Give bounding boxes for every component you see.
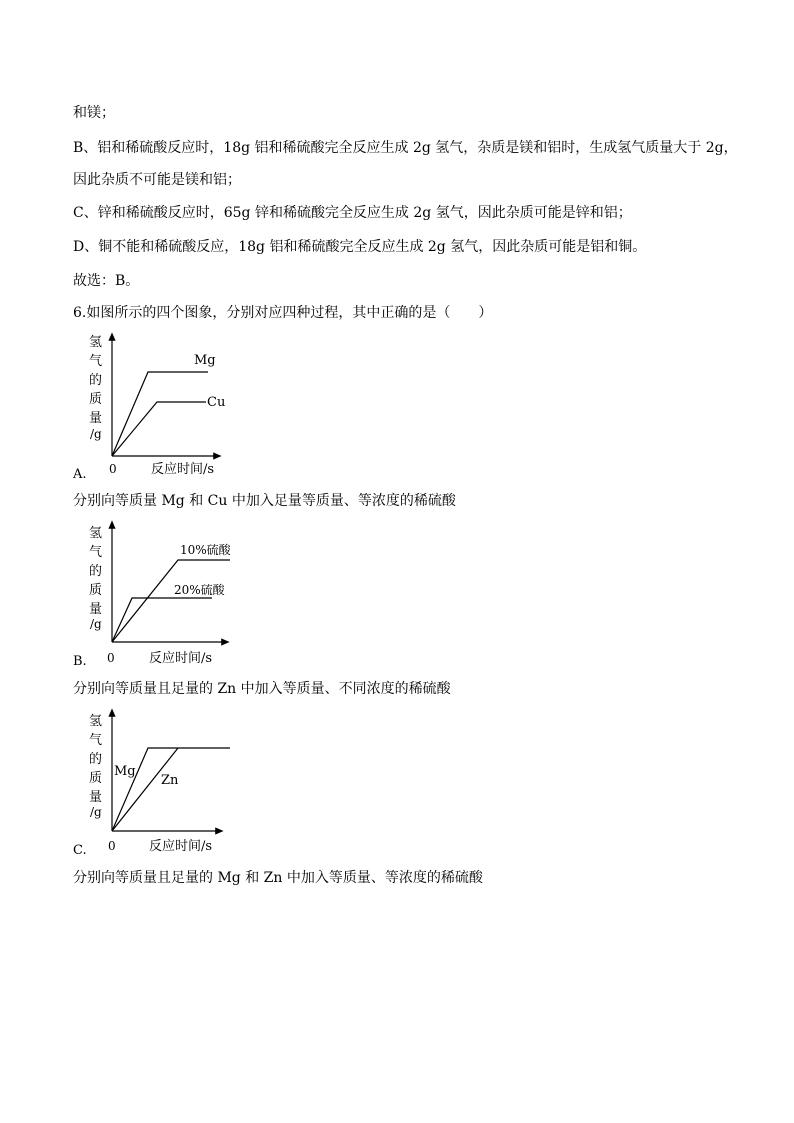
text-line-1: 和镁； bbox=[73, 105, 115, 121]
series-label-10-percent: 10%硫酸 bbox=[180, 543, 231, 557]
graph-option-a bbox=[70, 330, 250, 480]
series-zn-line bbox=[112, 748, 178, 831]
option-a-caption: 分别向等质量 Mg 和 Cu 中加入足量等质量、等浓度的稀硫酸 bbox=[73, 493, 456, 509]
y-axis-label-char: 量 bbox=[89, 790, 103, 805]
option-a-letter: A. bbox=[73, 467, 87, 482]
x-axis-label: 反应时间/s bbox=[151, 462, 215, 477]
text-line-6: 故选：B。 bbox=[73, 273, 140, 289]
series-mg-line bbox=[112, 748, 230, 831]
graph-b-svg bbox=[70, 520, 250, 670]
series-label-mg: Mg bbox=[114, 764, 136, 779]
y-axis-label-char: 气 bbox=[89, 354, 103, 369]
series-label-mg: Mg bbox=[194, 353, 216, 368]
text-line-3: 因此杂质不可能是镁和铝； bbox=[73, 172, 241, 188]
y-axis-label-char: 质 bbox=[89, 583, 103, 598]
text-line-4: C、锌和稀硫酸反应时，65g 锌和稀硫酸完全反应生成 2g 氢气，因此杂质可能是锌和铝； bbox=[73, 205, 632, 221]
series-label-cu: Cu bbox=[207, 395, 226, 410]
graph-option-c bbox=[70, 708, 250, 858]
origin-label: 0 bbox=[109, 462, 117, 476]
y-axis-label-char: 气 bbox=[89, 733, 103, 748]
text-line-5: D、铜不能和稀硫酸反应，18g 铝和稀硫酸完全反应生成 2g 氢气，因此杂质可能是铝和铜。 bbox=[73, 239, 647, 255]
y-axis-label-char: 的 bbox=[89, 752, 103, 767]
y-axis-label-char: 的 bbox=[89, 564, 103, 579]
series-10-percent-line bbox=[112, 560, 230, 642]
series-label-20-percent: 20%硫酸 bbox=[174, 583, 225, 597]
y-axis-label-char: /g bbox=[90, 617, 102, 631]
y-axis-label-char: 量 bbox=[89, 411, 103, 426]
y-axis-label-char: 氢 bbox=[89, 526, 103, 541]
y-axis-label-char: 氢 bbox=[89, 335, 103, 350]
text-line-2: B、铝和稀硫酸反应时，18g 铝和稀硫酸完全反应生成 2g 氢气，杂质是镁和铝时，生成氢气质量大于 2g， bbox=[73, 140, 738, 156]
x-axis-label: 反应时间/s bbox=[149, 839, 213, 854]
y-axis-label-char: /g bbox=[90, 805, 102, 819]
series-cu-line bbox=[112, 402, 206, 456]
y-axis-label-char: /g bbox=[90, 427, 102, 441]
option-c-caption: 分别向等质量且足量的 Mg 和 Zn 中加入等质量、等浓度的稀硫酸 bbox=[73, 870, 483, 886]
series-mg-line bbox=[112, 372, 208, 456]
y-axis-label-char: 质 bbox=[89, 771, 103, 786]
y-axis-label-char: 的 bbox=[89, 373, 103, 388]
graph-a-svg bbox=[70, 330, 250, 480]
origin-label: 0 bbox=[107, 651, 115, 665]
y-axis-label-char: 氢 bbox=[89, 714, 103, 729]
option-b-letter: B. bbox=[73, 654, 87, 669]
series-20-percent-line bbox=[112, 598, 212, 642]
y-axis-label-char: 质 bbox=[89, 392, 103, 407]
option-b-caption: 分别向等质量且足量的 Zn 中加入等质量、不同浓度的稀硫酸 bbox=[73, 681, 451, 697]
graph-c-svg bbox=[70, 708, 250, 858]
x-axis-label: 反应时间/s bbox=[149, 651, 213, 666]
y-axis-label-char: 气 bbox=[89, 545, 103, 560]
graph-option-b bbox=[70, 520, 250, 670]
series-label-zn: Zn bbox=[161, 773, 179, 788]
question-6-stem: 6.如图所示的四个图象，分别对应四种过程，其中正确的是（ ） bbox=[73, 305, 493, 321]
option-c-letter: C. bbox=[73, 843, 87, 858]
y-axis-label-char: 量 bbox=[89, 602, 103, 617]
origin-label: 0 bbox=[108, 839, 116, 853]
